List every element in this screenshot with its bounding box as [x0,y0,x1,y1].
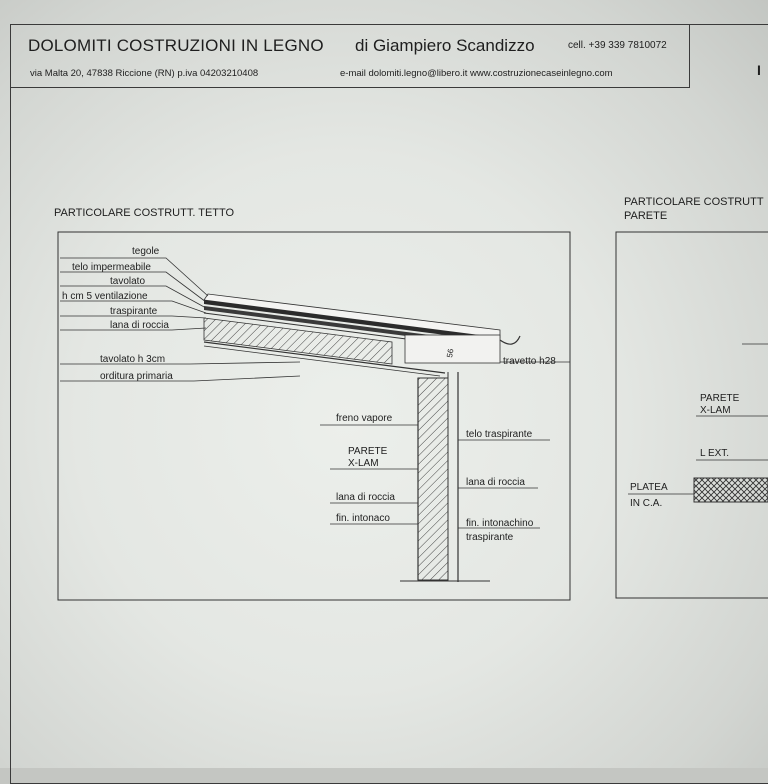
label-travetto: travetto h28 [503,356,556,367]
label-lana-di-roccia: lana di roccia [110,320,169,331]
wall-label-xlam: X-LAM [700,405,731,416]
sheet-edge-mark: I [757,62,761,78]
label-tavolato: tavolato [110,276,146,287]
label-orditura: orditura primaria [100,371,173,382]
phone-number: cell. +39 339 7810072 [568,40,667,51]
company-name: DOLOMITI COSTRUZIONI IN LEGNO [28,36,324,55]
owner-name: di Giampiero Scandizzo [355,36,535,55]
roof-section [204,294,520,376]
wall-detail [616,232,768,598]
leader-orditura [60,376,300,381]
label-traspirante-ext: traspirante [466,532,514,543]
label-parete: PARETE [348,446,388,457]
label-telo-impermeabile: telo impermeabile [72,262,151,273]
platea-slab [694,478,768,502]
label-fin-intonachino: fin. intonachino [466,518,534,529]
label-traspirante: traspirante [110,306,158,317]
label-lana-di-roccia-wall: lana di roccia [336,492,395,503]
wall-label-l-ext: L EXT. [700,448,730,459]
wall-detail-frame [616,232,768,598]
label-dimension-mark: 56 [445,348,456,359]
label-fin-intonaco: fin. intonaco [336,513,390,524]
label-telo-traspirante: telo traspirante [466,429,533,440]
wall-label-parete: PARETE [700,393,740,404]
wall-detail-subtitle: PARETE [624,210,668,222]
label-tegole: tegole [132,246,160,257]
roof-detail-title: PARTICOLARE COSTRUTT. TETTO [54,207,235,219]
contact-info: e-mail dolomiti.legno@libero.it www.costruzionecaseinlegno.com [340,68,613,79]
wall-label-platea: PLATEA [630,482,668,493]
label-xlam: X-LAM [348,458,379,469]
wall-xlam-panel [418,378,448,580]
roof-detail-frame [58,232,570,600]
label-ventilazione: h cm 5 ventilazione [62,291,148,302]
wall-label-in-ca: IN C.A. [630,498,663,509]
label-freno-vapore: freno vapore [336,413,393,424]
leader-tavolato-h3 [60,362,300,364]
wall-detail-title: PARTICOLARE COSTRUTT [624,196,764,208]
label-lana-di-roccia-ext: lana di roccia [466,477,525,488]
label-tavolato-h3: tavolato h 3cm [100,354,166,365]
gutter [500,336,520,344]
company-address: via Malta 20, 47838 Riccione (RN) p.iva 04203210408 [30,68,259,79]
